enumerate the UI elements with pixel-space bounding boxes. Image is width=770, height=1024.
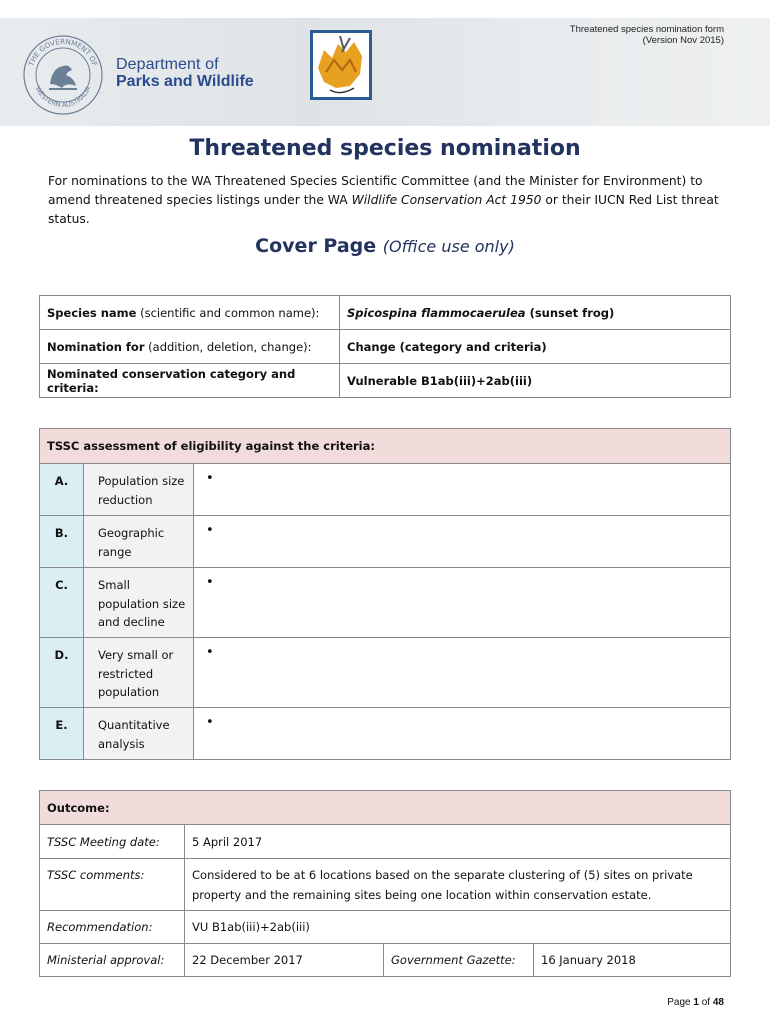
gazette-label: Government Gazette: [384, 944, 534, 977]
recommendation-row [40, 911, 731, 944]
meeting-row [40, 825, 731, 859]
criterion-letter: E. [40, 708, 84, 760]
criterion-row [40, 638, 731, 708]
category-row [40, 364, 731, 398]
page-of: of [698, 997, 713, 1008]
cover-sub: (Office use only) [382, 237, 515, 256]
criterion-bullet: • [194, 568, 731, 638]
comments-label: TSSC comments: [40, 859, 185, 911]
cover-main: Cover Page [255, 235, 377, 257]
intro-act-name: Wildlife Conservation Act 1950 [351, 193, 542, 207]
species-row [40, 296, 731, 330]
nomination-label-cell [40, 330, 340, 364]
criterion-letter: D. [40, 638, 84, 708]
species-table [39, 295, 731, 398]
svg-text:THE GOVERNMENT OF [26, 37, 99, 68]
criterion-name: Geographic range [84, 516, 194, 568]
nomination-label-note: (addition, deletion, change): [144, 339, 312, 354]
committee-logo-icon [310, 30, 372, 100]
outcome-header-row [40, 791, 731, 825]
criterion-bullet: • [194, 464, 731, 516]
criterion-bullet: • [194, 708, 731, 760]
species-label-note: (scientific and common name): [136, 305, 320, 320]
approval-row [40, 944, 731, 977]
criterion-row [40, 464, 731, 516]
page-number [667, 997, 724, 1008]
criterion-letter: C. [40, 568, 84, 638]
outcome-table [39, 790, 731, 977]
criterion-bullet: • [194, 638, 731, 708]
wa-government-seal-icon [22, 34, 104, 116]
tssc-assessment-table [39, 428, 731, 760]
tssc-header: TSSC assessment of eligibility against the criteria: [40, 429, 731, 464]
department-line1: Department of [116, 56, 219, 73]
criterion-letter: B. [40, 516, 84, 568]
criterion-bullet: • [194, 516, 731, 568]
criterion-row [40, 708, 731, 760]
department-name [116, 56, 254, 90]
seal-text-bottom: WESTERN AUSTRALIA [33, 85, 93, 110]
approval-value: 22 December 2017 [185, 944, 384, 977]
form-reference [570, 24, 724, 46]
criterion-name: Quantitative analysis [84, 708, 194, 760]
intro-paragraph [48, 172, 738, 229]
page-prefix: Page [667, 997, 694, 1008]
tssc-header-row [40, 429, 731, 464]
intro-part2: or their IUCN Red List threat status. [48, 193, 719, 226]
species-scientific-name: Spicospina flammocaerulea [347, 305, 526, 320]
approval-label: Ministerial approval: [40, 944, 185, 977]
department-line2: Parks and Wildlife [116, 73, 254, 90]
nomination-label: Nomination for [47, 339, 145, 354]
species-common-name: (sunset frog) [525, 305, 615, 320]
nomination-row [40, 330, 731, 364]
category-label: Nominated conservation category and criteria: [40, 364, 340, 398]
outcome-header: Outcome: [40, 791, 731, 825]
gazette-value: 16 January 2018 [534, 944, 731, 977]
intro-part1: For nominations to the WA Threatened Species Scientific Committee (and the Minister for Environment) to amend threatened species listings under the WA [48, 174, 703, 207]
species-label-cell [40, 296, 340, 330]
meeting-label: TSSC Meeting date: [40, 825, 185, 859]
criterion-row [40, 516, 731, 568]
comments-value: Considered to be at 6 locations based on the separate clustering of (5) sites on private property and the remaining sites being one location within conservation estate. [185, 859, 731, 911]
species-value-cell [340, 296, 731, 330]
criterion-name: Population size reduction [84, 464, 194, 516]
form-version: (Version Nov 2015) [642, 35, 724, 46]
criterion-name: Very small or restricted population [84, 638, 194, 708]
recommendation-value: VU B1ab(iii)+2ab(iii) [185, 911, 731, 944]
recommendation-label: Recommendation: [40, 911, 185, 944]
form-title: Threatened species nomination form [569, 24, 724, 35]
criterion-letter: A. [40, 464, 84, 516]
species-label: Species name [47, 305, 137, 320]
criterion-row [40, 568, 731, 638]
page-title: Threatened species nomination [189, 136, 581, 161]
page-current: 1 [693, 997, 699, 1008]
nomination-value: Change (category and criteria) [340, 330, 731, 364]
category-value: Vulnerable B1ab(iii)+2ab(iii) [340, 364, 731, 398]
cover-page-heading [0, 235, 770, 257]
page-total: 48 [712, 997, 724, 1008]
meeting-value: 5 April 2017 [185, 825, 731, 859]
comments-row [40, 859, 731, 911]
criterion-name: Small population size and decline [84, 568, 194, 638]
seal-text-top: THE GOVERNMENT OF [26, 36, 100, 68]
